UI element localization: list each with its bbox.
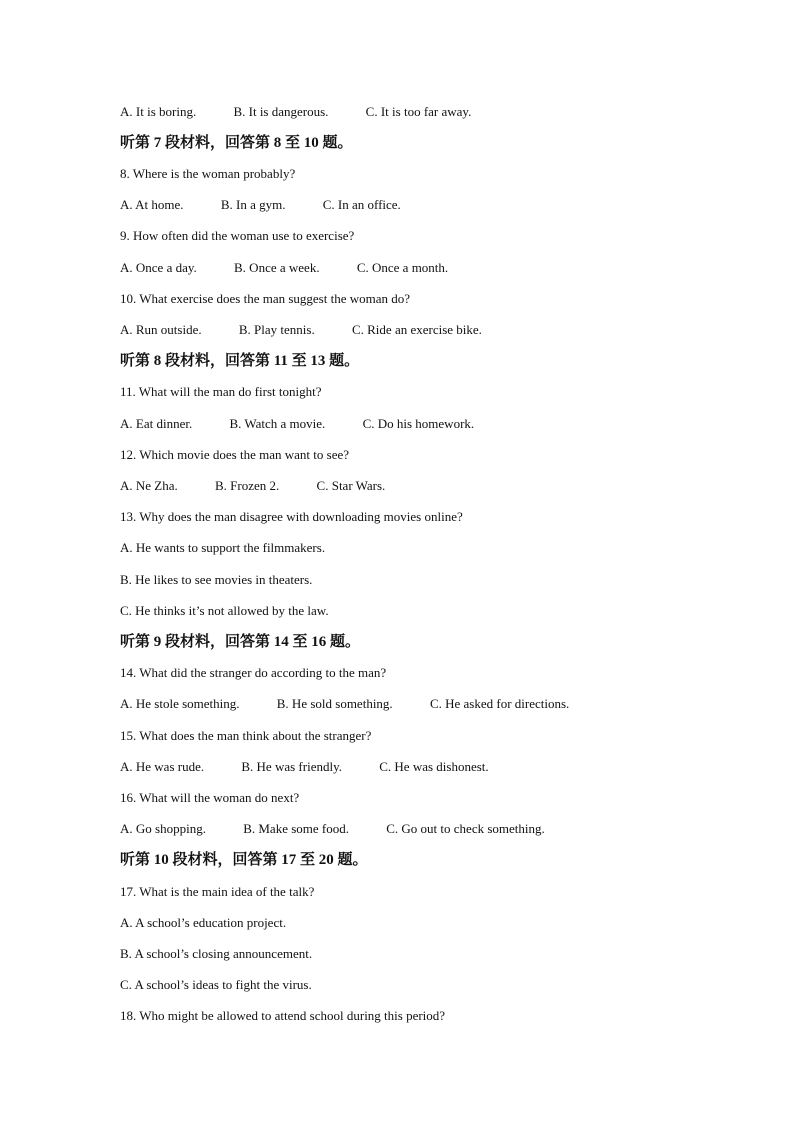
q16-options (120, 821, 579, 837)
q8-options (120, 197, 435, 213)
question-15: 15. What does the man think about the stranger? (120, 728, 372, 743)
option-a: A. Once a day. (120, 260, 197, 275)
question-9: 9. How often did the woman use to exercise? (120, 228, 355, 243)
question-8: 8. Where is the woman probably? (120, 166, 296, 181)
option-c: C. Ride an exercise bike. (351, 322, 482, 337)
option-a: A. At home. (120, 197, 184, 212)
q13-option-c: C. He thinks it’s not allowed by the law. (120, 603, 329, 618)
option-b: B. Watch a movie. (229, 416, 326, 431)
section-heading-10: 听第 10 段材料，回答第 17 至 20 题。 (120, 852, 368, 868)
option-b: B. It is dangerous. (233, 104, 329, 119)
option-b: B. Frozen 2. (215, 478, 280, 493)
question-14: 14. What did the stranger do according to the man? (120, 665, 387, 680)
q14-options (120, 696, 603, 712)
option-c: C. Go out to check something. (386, 821, 545, 836)
q15-options (120, 759, 523, 775)
option-c: C. He asked for directions. (429, 696, 570, 711)
option-b: B. Once a week. (234, 260, 320, 275)
option-c: C. It is too far away. (365, 104, 472, 119)
option-a: A. Go shopping. (120, 821, 206, 836)
option-a: A. He was rude. (120, 759, 205, 774)
option-c: C. Once a month. (356, 260, 449, 275)
question-10: 10. What exercise does the man suggest the woman do? (120, 291, 411, 306)
question-11: 11. What will the man do first tonight? (120, 384, 322, 399)
option-c: C. Do his homework. (362, 416, 475, 431)
q13-option-b: B. He likes to see movies in theaters. (120, 572, 313, 587)
option-b: B. He sold something. (276, 696, 393, 711)
option-a: A. Run outside. (120, 322, 202, 337)
q17-option-c: C. A school’s ideas to fight the virus. (120, 977, 312, 992)
option-b: B. In a gym. (220, 197, 286, 212)
option-a: A. Eat dinner. (120, 416, 193, 431)
question-17: 17. What is the main idea of the talk? (120, 884, 315, 899)
option-b: B. He was friendly. (241, 759, 342, 774)
option-a: A. He stole something. (120, 696, 240, 711)
q13-option-a: A. He wants to support the filmmakers. (120, 540, 326, 555)
q10-options (120, 322, 516, 338)
section-heading-7: 听第 7 段材料，回答第 8 至 10 题。 (120, 135, 353, 151)
option-b: B. Play tennis. (238, 322, 315, 337)
option-c: C. He was dishonest. (379, 759, 489, 774)
option-c: C. In an office. (322, 197, 401, 212)
section-heading-9: 听第 9 段材料，回答第 14 至 16 题。 (120, 634, 361, 650)
option-b: B. Make some food. (243, 821, 349, 836)
question-16: 16. What will the woman do next? (120, 790, 300, 805)
option-a: A. Ne Zha. (120, 478, 178, 493)
q7-options (120, 104, 505, 120)
option-a: A. It is boring. (120, 104, 197, 119)
section-heading-8: 听第 8 段材料，回答第 11 至 13 题。 (120, 353, 360, 369)
q17-option-a: A. A school’s education project. (120, 915, 287, 930)
q11-options (120, 416, 508, 432)
q12-options (120, 478, 419, 494)
question-18: 18. Who might be allowed to attend school during this period? (120, 1008, 446, 1023)
question-13: 13. Why does the man disagree with downloading movies online? (120, 509, 463, 524)
question-12: 12. Which movie does the man want to see? (120, 447, 350, 462)
option-c: C. Star Wars. (316, 478, 386, 493)
q9-options (120, 260, 482, 276)
q17-option-b: B. A school’s closing announcement. (120, 946, 313, 961)
